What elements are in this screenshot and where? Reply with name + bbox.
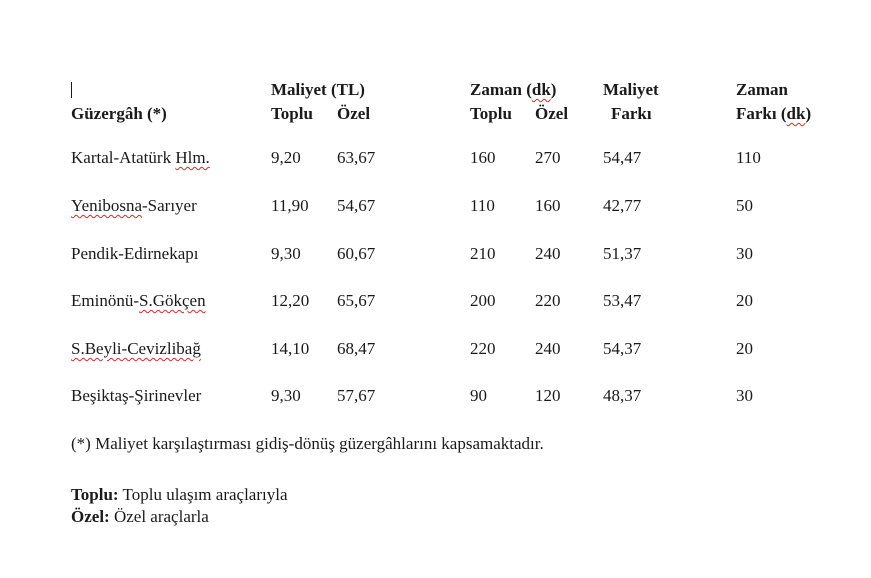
header-cost-diff-line1: Maliyet — [603, 80, 659, 99]
header-time-diff-line1: Zaman — [736, 80, 788, 99]
cell-cost-ozel: 65,67 — [337, 291, 376, 310]
cell-time-toplu: 200 — [470, 291, 496, 310]
header-time-diff-line2: Farkı (dk) — [736, 104, 812, 123]
cell-time-toplu: 90 — [470, 386, 487, 405]
cell-cost-toplu: 12,20 — [271, 291, 310, 310]
header-route: Güzergâh (*) — [71, 104, 167, 123]
cell-route: Beşiktaş-Şirinevler — [71, 386, 202, 405]
cell-cost-diff: 48,37 — [603, 386, 642, 405]
header-time-group: Zaman (dk) — [470, 80, 557, 99]
cell-time-diff: 50 — [736, 196, 753, 215]
cell-cost-toplu: 9,30 — [271, 386, 301, 405]
cell-cost-toplu: 11,90 — [271, 196, 309, 215]
cell-cost-diff: 51,37 — [603, 244, 642, 263]
cell-cost-ozel: 68,47 — [337, 339, 376, 358]
legend-toplu: Toplu: Toplu ulaşım araçlarıyla — [71, 485, 288, 504]
header-time-ozel: Özel — [535, 104, 569, 123]
cell-time-toplu: 210 — [470, 244, 496, 263]
cell-cost-ozel: 60,67 — [337, 244, 376, 263]
cell-time-toplu: 220 — [470, 339, 496, 358]
cell-time-diff: 20 — [736, 339, 753, 358]
footnote: (*) Maliyet karşılaştırması gidiş-dönüş güzergâhlarını kapsamaktadır. — [71, 434, 544, 453]
cell-cost-ozel: 63,67 — [337, 148, 376, 167]
cell-cost-diff: 42,77 — [603, 196, 642, 215]
cell-route: Kartal-Atatürk Hlm. — [71, 148, 210, 167]
header-cost-toplu: Toplu — [271, 104, 313, 123]
cell-time-ozel: 270 — [535, 148, 561, 167]
cell-cost-toplu: 9,30 — [271, 244, 301, 263]
text-cursor — [71, 82, 72, 98]
cell-time-ozel: 160 — [535, 196, 561, 215]
cell-cost-diff: 54,37 — [603, 339, 642, 358]
cell-cost-diff: 54,47 — [603, 148, 642, 167]
cell-time-ozel: 120 — [535, 386, 561, 405]
cell-route: Pendik-Edirnekapı — [71, 244, 199, 263]
cell-time-ozel: 240 — [535, 244, 561, 263]
cell-cost-toplu: 14,10 — [271, 339, 310, 358]
header-cost-diff-line2: Farkı — [611, 104, 652, 123]
header-time-toplu: Toplu — [470, 104, 512, 123]
cell-time-diff: 110 — [736, 148, 761, 167]
cell-route: Yenibosna-Sarıyer — [71, 196, 197, 215]
cell-time-diff: 30 — [736, 244, 753, 263]
cell-time-ozel: 220 — [535, 291, 561, 310]
cell-route: S.Beyli-Cevizlibağ — [71, 339, 201, 358]
cell-time-diff: 30 — [736, 386, 753, 405]
cell-cost-ozel: 57,67 — [337, 386, 376, 405]
header-cost-group: Maliyet (TL) — [271, 80, 365, 99]
header-cost-ozel: Özel — [337, 104, 371, 123]
cell-cost-ozel: 54,67 — [337, 196, 376, 215]
cell-route: Eminönü-S.Gökçen — [71, 291, 206, 310]
cell-cost-diff: 53,47 — [603, 291, 642, 310]
legend-ozel: Özel: Özel araçlarla — [71, 507, 209, 526]
cell-time-diff: 20 — [736, 291, 753, 310]
cell-time-toplu: 160 — [470, 148, 496, 167]
cell-cost-toplu: 9,20 — [271, 148, 301, 167]
cell-time-toplu: 110 — [470, 196, 495, 215]
cell-time-ozel: 240 — [535, 339, 561, 358]
